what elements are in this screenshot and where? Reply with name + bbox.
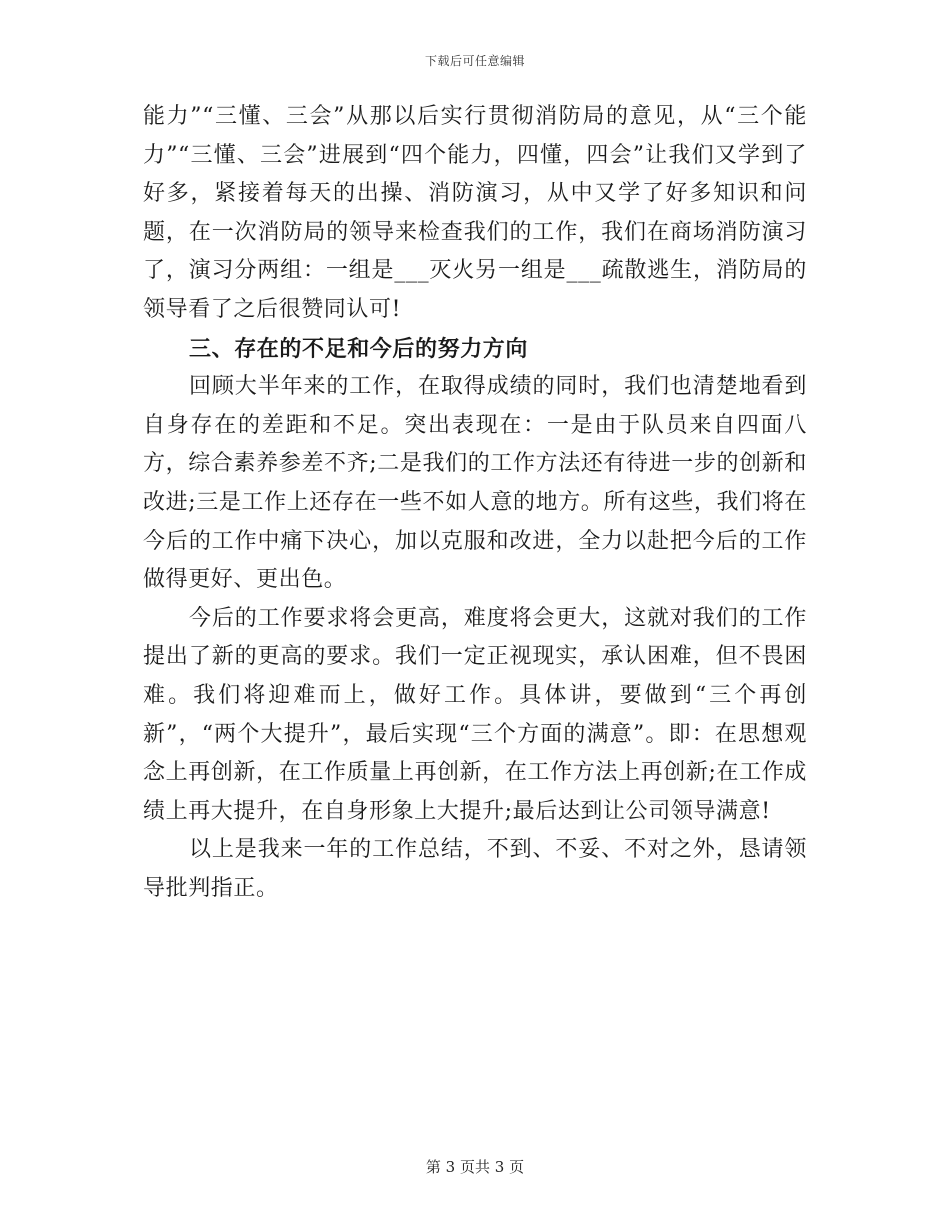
paragraph-future-requirements: 今后的工作要求将会更高，难度将会更大，这就对我们的工作提出了新的更高的要求。我们一定正视现实，承认困难，但不畏困难。我们将迎难而上，做好工作。具体讲，要做到“三个再创新”，“两个大提升”，最后实现“三个方面的满意”。即：在思想观念上再创新，在工作质量上再创新，在工作方法上再创新;在工作成绩上再大提升，在自身形象上大提升;最后达到让公司领导满意! xyxy=(143,605,807,824)
paragraph-closing: 以上是我来一年的工作总结，不到、不妥、不对之外，恳请领导批判指正。 xyxy=(143,837,807,901)
document-body xyxy=(143,98,807,908)
section-heading: 三、存在的不足和今后的努力方向 xyxy=(189,335,529,362)
paragraph-shortcomings: 回顾大半年来的工作，在取得成绩的同时，我们也清楚地看到自身存在的差距和不足。突出表现在：一是由于队员来自四面八方，综合素养参差不齐;二是我们的工作方法还有待进一步的创新和改进;三是工作上还存在一些不如人意的地方。所有这些，我们将在今后的工作中痛下决心，加以克服和改进，全力以赴把今后的工作做得更好、更出色。 xyxy=(143,374,807,593)
paragraph-continuation: 能力”“三懂、三会”从那以后实行贯彻消防局的意见，从“三个能力”“三懂、三会”进展到“四个能力，四懂，四会”让我们又学到了好多，紧接着每天的出操、消防演习，从中又学了好多知识和问题，在一次消防局的领导来检查我们的工作，我们在商场消防演习了，演习分两组：一组是___灭火另一组是___疏散逃生，消防局的领导看了之后很赞同认可! xyxy=(143,104,807,322)
page-number-footer: 第 3 页共 3 页 xyxy=(425,1158,525,1176)
page-header-note: 下载后可任意编辑 xyxy=(424,54,525,68)
